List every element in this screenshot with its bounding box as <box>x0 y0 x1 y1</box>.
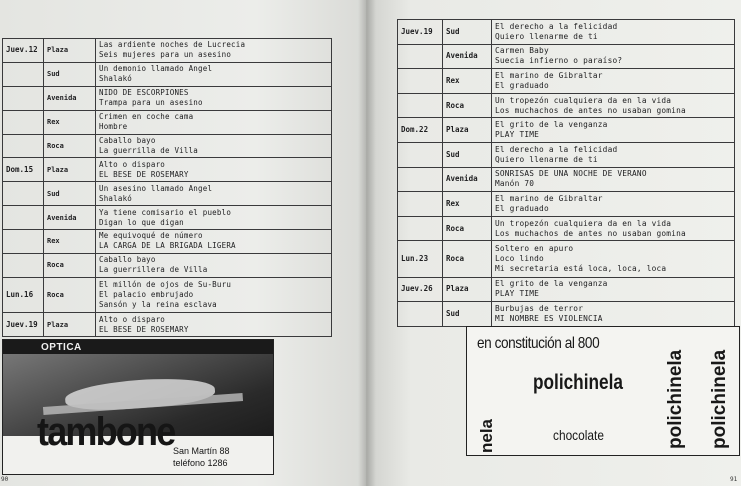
film-title: Digan lo que digan <box>99 217 184 227</box>
film-title: Me equivoqué de número <box>99 231 203 241</box>
ad-brand-name: tambone <box>37 410 175 454</box>
cinema-cell: Avenida <box>443 44 492 69</box>
film-title: El derecho a la felicidad <box>495 144 618 154</box>
date-cell <box>3 182 44 206</box>
schedule-row <box>398 302 735 327</box>
films-cell <box>96 158 332 182</box>
films-cell <box>492 142 735 167</box>
films-cell <box>96 230 332 254</box>
book-gutter <box>358 0 376 486</box>
schedule-row <box>3 277 332 312</box>
film-title: EL BESE DE ROSEMARY <box>99 324 189 334</box>
film-title: Sansón y la reina esclava <box>99 299 217 309</box>
film-title: El marino de Gibraltar <box>495 193 603 203</box>
cinema-cell: Roca <box>44 277 96 312</box>
cinema-cell: Roca <box>443 216 492 241</box>
schedule-row <box>3 86 332 110</box>
ad-phone: teléfono 1286 <box>173 458 228 468</box>
film-title: Burbujas de terror <box>495 304 584 314</box>
film-title: Las ardiente noches de Lucrecia <box>99 40 246 50</box>
film-title: Suecia infierno o paraíso? <box>495 56 623 66</box>
schedule-row <box>398 118 735 143</box>
cinema-cell: Sud <box>44 62 96 86</box>
film-title: El palacio embrujado <box>99 289 194 299</box>
cinema-cell: Plaza <box>443 118 492 143</box>
date-cell <box>398 192 443 217</box>
date-cell <box>398 93 443 118</box>
film-title: SONRISAS DE UNA NOCHE DE VERANO <box>495 169 647 179</box>
cinema-cell: Rex <box>443 69 492 94</box>
films-cell <box>492 241 735 277</box>
cinema-cell: Avenida <box>44 206 96 230</box>
film-title: Caballo bayo <box>99 255 156 265</box>
film-title: El grito de la venganza <box>495 120 608 130</box>
films-cell <box>492 216 735 241</box>
film-title: Carmen Baby <box>495 46 549 56</box>
date-cell: Dom.22 <box>398 118 443 143</box>
date-cell: Lun.23 <box>398 241 443 277</box>
cinema-cell: Roca <box>443 93 492 118</box>
film-title: Quiero llenarme de ti <box>495 154 598 164</box>
cinema-cell: Rex <box>44 230 96 254</box>
date-cell <box>3 253 44 277</box>
cinema-cell: Plaza <box>44 39 96 63</box>
film-title: Shalakó <box>99 74 133 84</box>
film-title: PLAY TIME <box>495 289 540 299</box>
films-cell <box>492 167 735 192</box>
cinema-cell: Rex <box>443 192 492 217</box>
film-title: Trampa para un asesino <box>99 98 203 108</box>
film-title: El marino de Gibraltar <box>495 70 603 80</box>
date-cell <box>398 167 443 192</box>
schedule-row <box>3 134 332 158</box>
schedule-row <box>3 253 332 277</box>
films-cell <box>96 39 332 63</box>
film-title: Un asesino llamado Angel <box>99 183 213 193</box>
schedule-row <box>398 20 735 45</box>
films-cell <box>96 86 332 110</box>
schedule-row <box>3 230 332 254</box>
cinema-cell: Sud <box>443 142 492 167</box>
ad-vertical-brand-1: polichinela <box>665 349 686 449</box>
film-title: Alto o disparo <box>99 314 166 324</box>
film-title: Loco lindo <box>495 254 544 263</box>
cinema-cell: Avenida <box>44 86 96 110</box>
film-title: Hombre <box>99 122 128 132</box>
date-cell <box>3 206 44 230</box>
films-cell <box>492 277 735 302</box>
films-cell <box>96 62 332 86</box>
film-title: Caballo bayo <box>99 135 156 145</box>
ad-vertical-fragment: nela <box>477 418 496 453</box>
films-cell <box>492 302 735 327</box>
date-cell: Lun.16 <box>3 277 44 312</box>
schedule-row <box>3 62 332 86</box>
date-cell <box>398 302 443 327</box>
film-title: La guerrillera de Villa <box>99 265 208 275</box>
film-title: Shalakó <box>99 193 133 203</box>
date-cell: Juev.19 <box>398 20 443 45</box>
date-cell: Juev.26 <box>398 277 443 302</box>
optica-tambone-ad <box>2 339 274 475</box>
date-cell <box>3 110 44 134</box>
film-title: LA CARGA DE LA BRIGADA LIGERA <box>99 241 236 251</box>
film-title: Quiero llenarme de ti <box>495 31 598 41</box>
cinema-cell: Avenida <box>443 167 492 192</box>
date-cell <box>3 62 44 86</box>
schedule-row <box>398 93 735 118</box>
film-title: Un tropezón cualquiera da en la vida <box>495 218 672 228</box>
date-cell <box>3 134 44 158</box>
film-title: Los muchachos de antes no usaban gomina <box>495 228 686 238</box>
film-title: Crimen en coche cama <box>99 112 194 122</box>
cinema-cell: Sud <box>443 20 492 45</box>
films-cell <box>492 118 735 143</box>
films-cell <box>96 277 332 312</box>
ad-address: San Martín 88 <box>173 446 230 456</box>
cinema-cell: Plaza <box>443 277 492 302</box>
schedule-row <box>398 241 735 277</box>
films-cell <box>96 110 332 134</box>
schedule-row <box>3 158 332 182</box>
ad-product: chocolate <box>553 427 604 443</box>
film-title: Alto o disparo <box>99 159 166 169</box>
schedule-row <box>3 182 332 206</box>
right-schedule-table <box>397 19 735 327</box>
film-title: El grito de la venganza <box>495 279 608 289</box>
film-title: El millón de ojos de Su-Buru <box>99 279 232 289</box>
date-cell <box>398 69 443 94</box>
schedule-row <box>398 192 735 217</box>
films-cell <box>492 93 735 118</box>
schedule-row <box>398 277 735 302</box>
film-title: EL BESE DE ROSEMARY <box>99 169 189 179</box>
date-cell <box>3 86 44 110</box>
polichinela-ad <box>466 326 740 456</box>
films-cell <box>492 20 735 45</box>
film-title: La guerrilla de Villa <box>99 145 199 155</box>
film-title: Un demonio llamado Angel <box>99 64 213 74</box>
date-cell: Juev.12 <box>3 39 44 63</box>
films-cell <box>96 206 332 230</box>
film-title: NIDO DE ESCORPIONES <box>99 88 189 98</box>
right-page-number: 91 <box>730 476 738 483</box>
film-title: Un tropezón cualquiera da en la vida <box>495 95 672 105</box>
schedule-row <box>3 110 332 134</box>
film-title: Ya tiene comisario el pueblo <box>99 207 232 217</box>
films-cell <box>492 44 735 69</box>
schedule-row <box>398 216 735 241</box>
schedule-row <box>398 167 735 192</box>
films-cell <box>96 253 332 277</box>
schedule-row <box>3 206 332 230</box>
ad-header: OPTICA <box>41 342 82 353</box>
films-cell <box>96 182 332 206</box>
films-cell <box>492 69 735 94</box>
film-title: El derecho a la felicidad <box>495 21 618 31</box>
left-schedule-table <box>2 38 332 337</box>
date-cell <box>3 230 44 254</box>
cinema-cell: Rex <box>44 110 96 134</box>
schedule-row <box>398 69 735 94</box>
date-cell: Juev.19 <box>3 313 44 337</box>
films-cell <box>492 192 735 217</box>
ad-brand-name: polichinela <box>533 371 623 394</box>
film-title: Seis mujeres para un asesino <box>99 50 232 60</box>
film-title: El graduado <box>495 203 549 213</box>
cinema-cell: Plaza <box>44 158 96 182</box>
film-title: Soltero en apuro <box>495 244 574 253</box>
film-title: Manón 70 <box>495 179 535 189</box>
schedule-row <box>3 39 332 63</box>
film-title: Mi secretaria está loca, loca, loca <box>495 264 667 273</box>
cinema-cell: Sud <box>443 302 492 327</box>
cinema-cell: Roca <box>443 241 492 277</box>
date-cell <box>398 216 443 241</box>
schedule-row <box>398 142 735 167</box>
cinema-cell: Plaza <box>44 313 96 337</box>
left-page-number: 90 <box>1 476 9 483</box>
date-cell <box>398 142 443 167</box>
cinema-cell: Roca <box>44 253 96 277</box>
date-cell <box>398 44 443 69</box>
film-title: PLAY TIME <box>495 130 540 140</box>
schedule-row <box>398 44 735 69</box>
schedule-row <box>3 313 332 337</box>
film-title: El graduado <box>495 80 549 90</box>
film-title: MI NOMBRE ES VIOLENCIA <box>495 314 603 324</box>
film-title: Los muchachos de antes no usaban gomina <box>495 105 686 115</box>
date-cell: Dom.15 <box>3 158 44 182</box>
films-cell <box>96 313 332 337</box>
cinema-cell: Roca <box>44 134 96 158</box>
ad-address-line: en constitución al 800 <box>477 335 600 352</box>
films-cell <box>96 134 332 158</box>
cinema-cell: Sud <box>44 182 96 206</box>
ad-vertical-brand-2: polichinela <box>709 349 730 449</box>
